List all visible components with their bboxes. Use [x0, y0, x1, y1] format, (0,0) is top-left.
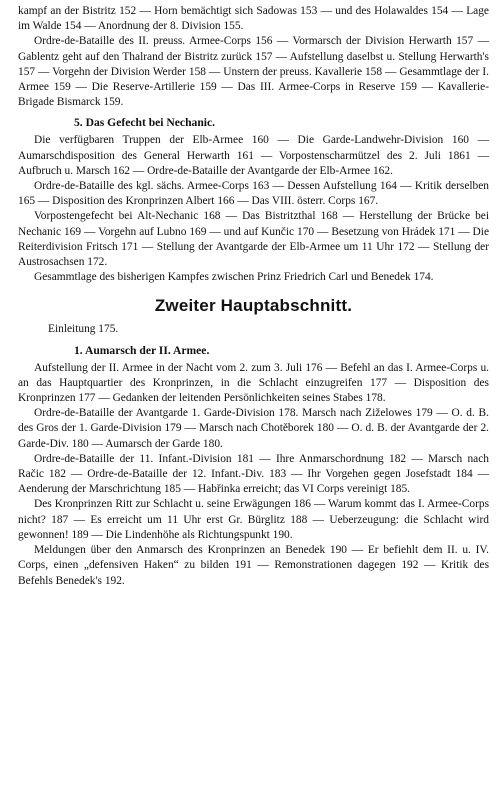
text-paragraph: Die verfügbaren Truppen der Elb-Armee 160 — Die Garde-Landwehr-Division 160 — Aumarschdisposition des General Herwarth 161 — Vorpostenscharmützel des 2. Juli 1861 — Aufbruch u. Marsch 162 — Ordre-de-Bataille der Avantgarde der Elb-Armee 162.	[18, 134, 489, 177]
text-paragraph: Ordre-de-Bataille der 11. Infant.-Division 181 — Ihre Anmarschordnung 182 — Marsch nach Račic 182 — Ordre-de-Bataille der 12. Infant.-Div. 183 — Ihr Vorgehen gegen Josefstadt 184 — Aenderung der Marschrichtung 185 — Habřinka erreicht; das VI Corps vereinigt 185.	[18, 452, 489, 496]
text-paragraph: kampf an der Bistritz 152 — Horn bemächtigt sich Sadowas 153 — und des Holawaldes 154 — Lage im Walde 154 — Anordnung der 8. Division 155.	[18, 5, 489, 33]
text-paragraph: Des Kronprinzen Ritt zur Schlacht u. seine Erwägungen 186 — Warum kommt das I. Armee-Corps nicht? 187 — Es erreicht um 11 Uhr erst Gr. Bürglitz 188 — Ueberzeugung: die Schlacht wird gewonnen! 189 — Die Lindenhöhe als Richtungspunkt 190.	[18, 498, 489, 541]
text-paragraph: Meldungen über den Anmarsch des Kronprinzen an Benedek 190 — Er befiehlt dem II. u. IV. Corps, einen „defensiven Haken“ zu bilden 191 — Remonstrationen dagegen 192 — Kritik des Befehls Benedek's 192.	[18, 544, 489, 587]
text-paragraph: Ordre-de-Bataille der Avantgarde 1. Garde-Division 178. Marsch nach Ziželowes 179 — O. d. B. des Gros der 1. Garde-Division 179 — Marsch nach Chotěborek 180 — O. d. B. der Avantgarde der 2. Garde-Div. 180 — Aumarsch der Garde 180.	[18, 407, 489, 450]
text-paragraph: Aufstellung der II. Armee in der Nacht vom 2. zum 3. Juli 176 — Befehl an das I. Armee-Corps u. an das Hauptquartier des Kronprinzen, in die Schlacht einzugreifen 177 — Disposition des Kronprinzen 177 — Gedanken der leitenden Persönlichkeiten seines Stabes 178.	[18, 361, 489, 405]
text-paragraph: Ordre-de-Bataille des kgl. sächs. Armee-Corps 163 — Dessen Aufstellung 164 — Kritik derselben 165 — Disposition des Kronprinzen Albert 166 — Das VIII. österr. Corps 167.	[18, 180, 489, 208]
text-paragraph: Vorpostengefecht bei Alt-Nechanic 168 — Das Bistritzthal 168 — Herstellung der Brücke bei Nechanic 169 — Vorgehn auf Lubno 169 — und auf Kunčic 170 — Besetzung von Hrádek 171 — Die Reiterdivision Fritsch 171 — Stellung der Avantgarde der Elb-Armee um 11 Uhr 172 — Stellung der Austrosachsen 172.	[18, 210, 489, 269]
text-paragraph: Ordre-de-Bataille des II. preuss. Armee-Corps 156 — Vormarsch der Division Herwarth 157 — Gablentz geht auf den Thalrand der Bistritz zurück 157 — Aufstellung daselbst u. Stellung Herwarth's 157 — Vorgehn der Division Werder 158 — Unstern der preuss. Kavallerie 158 — Gesammtlage der I. Armee 159 — Die Reserve-Artillerie 159 — Das III. Armee-Corps in Reserve 159 — Kavallerie-Brigade Bismarck 159.	[18, 35, 489, 109]
section-heading: 5. Das Gefecht bei Nechanic.	[74, 116, 216, 130]
text-paragraph: Gesammtlage des bisherigen Kampfes zwischen Prinz Friedrich Carl und Benedek 174.	[34, 271, 434, 284]
chapter-heading: Zweiter Hauptabschnitt.	[154, 296, 353, 316]
section-heading: 1. Aumarsch der II. Armee.	[74, 343, 210, 357]
intro-line: Einleitung 175.	[48, 323, 119, 336]
